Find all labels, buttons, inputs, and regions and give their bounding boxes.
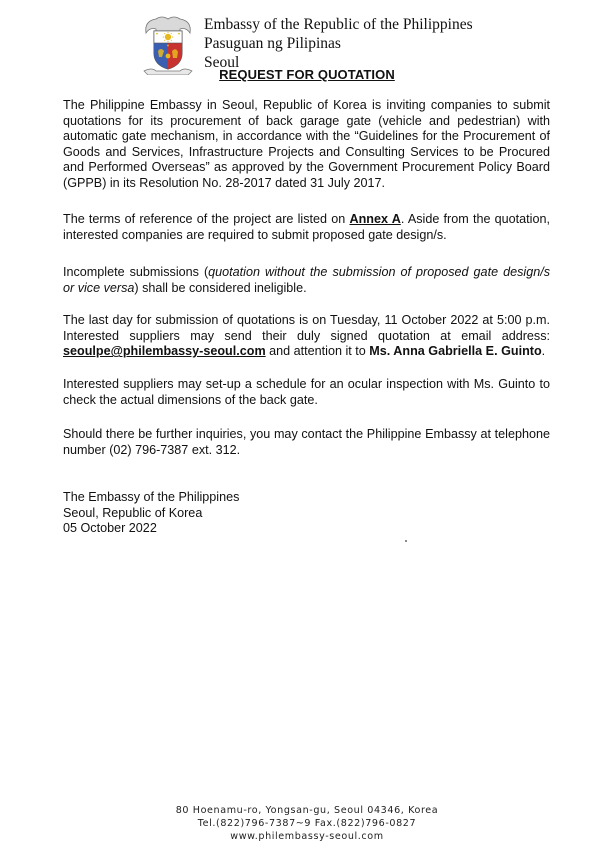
paragraph-invitation: The Philippine Embassy in Seoul, Republic of Korea is inviting companies to submit quotations for its procurement of back garage gate (vehicle and pedestrian) with automatic gate mechanism, in accordance with the “Guidelines for the Procurement of Goods and Services, Infrastructure Projects and Consulting Services to be Procured and Performed Overseas” as approved by the Government Procurement Policy Board (GPPB) in its Resolution No. 28-2017 dated 31 July 2017. xyxy=(63,98,550,190)
footer xyxy=(0,804,614,843)
signoff-block xyxy=(63,490,239,537)
paragraph-inquiries: Should there be further inquiries, you may contact the Philippine Embassy at telephone number (02) 796-7387 ext. 312. xyxy=(63,427,550,457)
footer-phone-fax: Tel.(822)796-7387~9 Fax.(822)796-0827 xyxy=(197,818,417,829)
paragraph-terms-text-end: . Aside from the quotation, interested companies are required to submit proposed gate design/s. xyxy=(63,212,550,242)
paragraph-deadline-end: . xyxy=(541,344,546,359)
paragraph-incomplete-text: Incomplete submissions ( xyxy=(63,265,209,279)
paragraph-inspection: Interested suppliers may set-up a schedule for an ocular inspection with Ms. Guinto to check the actual dimensions of the back gate. xyxy=(63,377,550,407)
paragraph-incomplete-italic: quotation without the submission of proposed gate design/s or vice versa xyxy=(63,265,551,295)
paragraph-terms-text: The terms of reference of the project are listed on xyxy=(63,212,350,226)
letterhead-embassy-name: Embassy of the Republic of the Philippines xyxy=(204,16,473,33)
paragraph-deadline-middle: and attention it to xyxy=(265,344,370,359)
paragraph-incomplete xyxy=(63,265,550,296)
document-title: REQUEST FOR QUOTATION xyxy=(219,67,395,82)
signoff-embassy: The Embassy of the Philippines xyxy=(63,490,240,504)
paragraph-deadline xyxy=(63,313,550,360)
signoff-date: 05 October 2022 xyxy=(63,521,157,536)
footer-website[interactable]: www.philembassy-seoul.com xyxy=(230,831,384,842)
annex-a-link: Annex A xyxy=(349,212,401,226)
letterhead-city: Seoul xyxy=(204,54,240,71)
footer-address: 80 Hoenamu-ro, Yongsan-gu, Seoul 04346, Korea xyxy=(175,805,439,816)
letterhead xyxy=(204,15,473,72)
paragraph-deadline-text: The last day for submission of quotations is on Tuesday, 11 October 2022 at 5:00 p.m. Interested suppliers may send their duly signed quotation at email address: xyxy=(63,313,550,343)
contact-person-name: Ms. Anna Gabriella E. Guinto xyxy=(369,344,542,359)
coat-of-arms-icon xyxy=(142,13,194,75)
letterhead-filipino-name: Pasuguan ng Pilipinas xyxy=(204,35,341,52)
scan-speck xyxy=(405,540,407,542)
paragraph-terms xyxy=(63,212,550,243)
paragraph-incomplete-text-end: ) shall be considered ineligible. xyxy=(134,280,307,295)
signoff-location: Seoul, Republic of Korea xyxy=(63,505,203,520)
email-address-link[interactable]: seoulpe@philembassy-seoul.com xyxy=(63,344,266,359)
